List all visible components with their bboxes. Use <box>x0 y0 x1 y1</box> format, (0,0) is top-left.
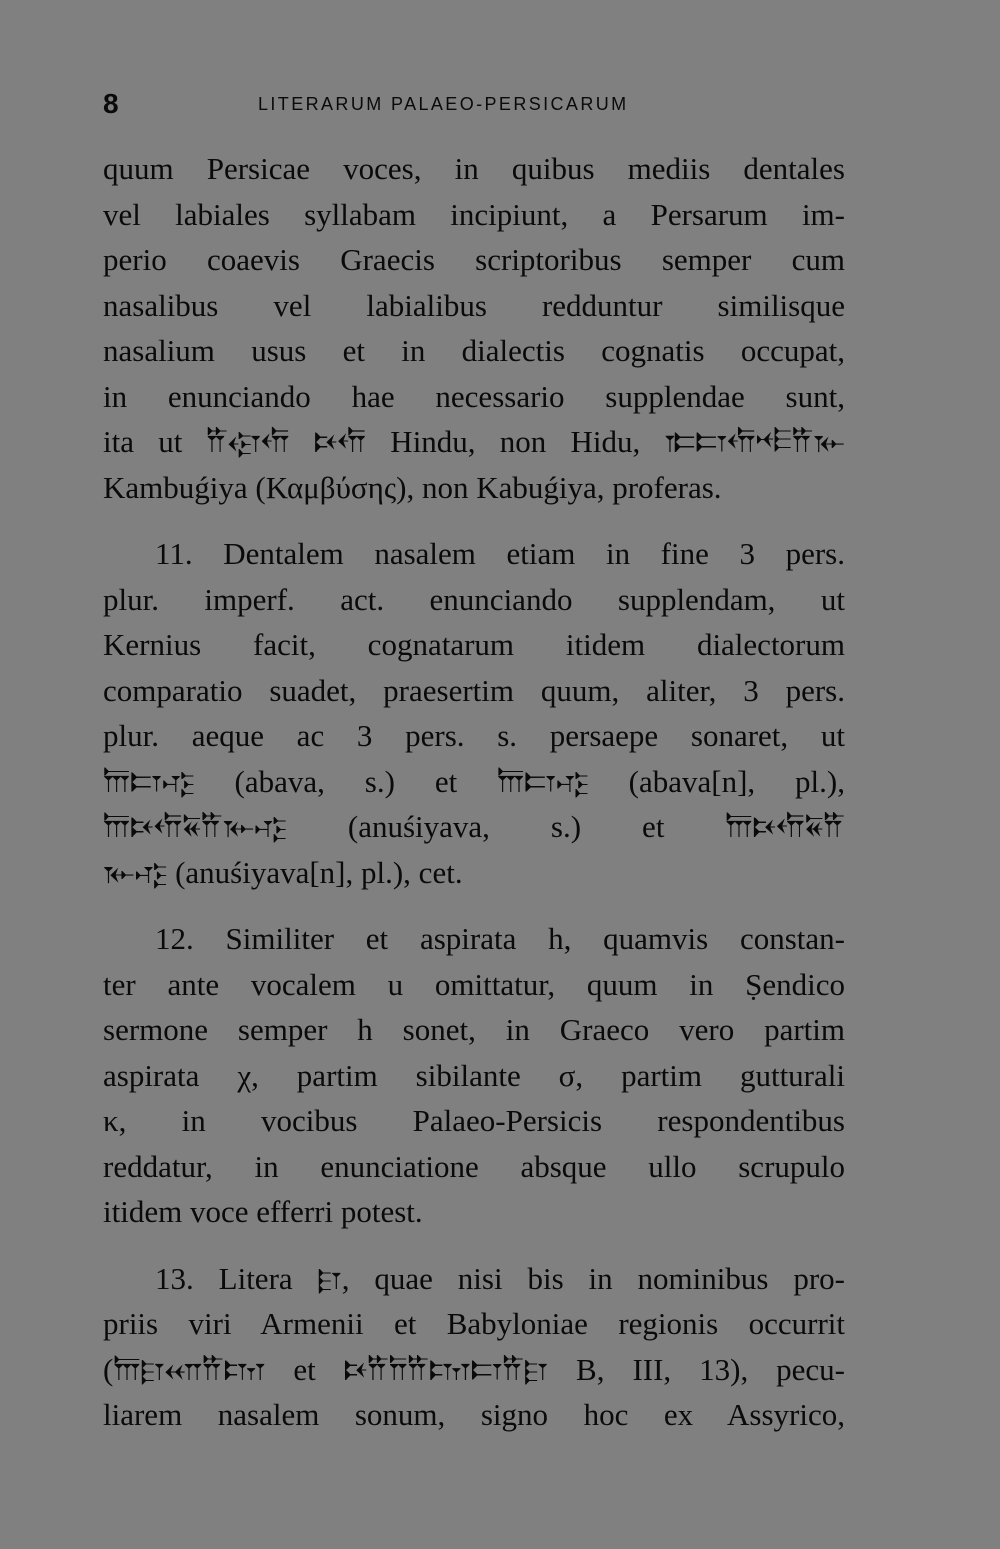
text-line: ter ante vocalem u omittatur, quum in Ṣendico <box>103 966 845 1002</box>
body-text <box>103 146 845 1438</box>
text-line: nasalium usus et in dialectis cognatis occupat, <box>103 333 845 368</box>
page-number: 8 <box>103 88 119 119</box>
text-line: 12. Similiter et aspirata h, quamvis constan- <box>155 921 845 956</box>
page-header <box>103 88 843 122</box>
text-line: Kambuǵiya (Καμβύσης), non Kabuǵiya, proferas. <box>103 469 722 505</box>
text-line: perio coaevis Graecis scriptoribus semper cum <box>103 242 845 277</box>
text-line: reddatur, in enunciatione absque ullo scrupulo <box>103 1148 845 1184</box>
text-line: liarem nasalem sonum, signo hoc ex Assyrico, <box>103 1397 845 1432</box>
text-line: 𐎠𐎲𐎺 (abava, s.) et 𐎠𐎲𐎺 (abava[n], pl.), <box>103 763 845 799</box>
paragraph-13 <box>103 1256 845 1438</box>
text-line: in enunciando hae necessario supplendae sunt, <box>103 378 845 414</box>
text-line: 𐎹𐎺 (anuśiyava[n], pl.), cet. <box>103 854 463 890</box>
text-line: comparatio suadet, praesertim quum, aliter, 3 pers. <box>103 672 845 708</box>
text-line: κ, in vocibus Palaeo-Persicis respondentibus <box>103 1103 845 1138</box>
text-line: quum Persicae voces, in quibus mediis dentales <box>103 151 845 186</box>
text-line: vel labiales syllabam incipiunt, a Persarum im- <box>103 196 845 232</box>
running-title: LITERARUM PALAEO-PERSICARUM <box>258 94 629 114</box>
paragraph-1 <box>103 146 845 510</box>
text-line: plur. imperf. act. enunciando supplendam, ut <box>103 581 845 617</box>
text-line: 13. Litera 𐎼, quae nisi bis in nominibus pro- <box>155 1260 845 1296</box>
paragraph-11 <box>103 531 845 895</box>
text-line: ita ut 𐎡𐎯𐎢 𐎴𐎢 Hindu, non Hidu, 𐎣𐎲𐎢𐎪𐎡𐎹 <box>103 424 845 459</box>
text-line: 11. Dentalem nasalem etiam in fine 3 pers. <box>155 536 845 571</box>
text-line: (𐎠𐎼𐎧𐎡𐎫 et 𐎴𐎡𐎭𐎡𐎫𐎲𐎡𐎼 B, III, 13), pecu- <box>103 1351 845 1387</box>
text-line: aspirata χ, partim sibilante σ, partim gutturali <box>103 1057 845 1093</box>
text-line: 𐎠𐎴𐎢𐏁𐎡𐎹𐎺 (anuśiyava, s.) et 𐎠𐎴𐎢𐏁𐎡 <box>103 809 845 844</box>
text-line: priis viri Armenii et Babyloniae regionis occurrit <box>103 1306 845 1341</box>
text-line: sermone semper h sonet, in Graeco vero partim <box>103 1012 845 1047</box>
text-line: nasalibus vel labialibus redduntur similisque <box>103 287 845 323</box>
paragraph-12 <box>103 916 845 1235</box>
text-line: Kernius facit, cognatarum itidem dialectorum <box>103 627 845 662</box>
text-line: plur. aeque ac 3 pers. s. persaepe sonaret, ut <box>103 718 845 753</box>
text-line: itidem voce efferri potest. <box>103 1194 423 1229</box>
